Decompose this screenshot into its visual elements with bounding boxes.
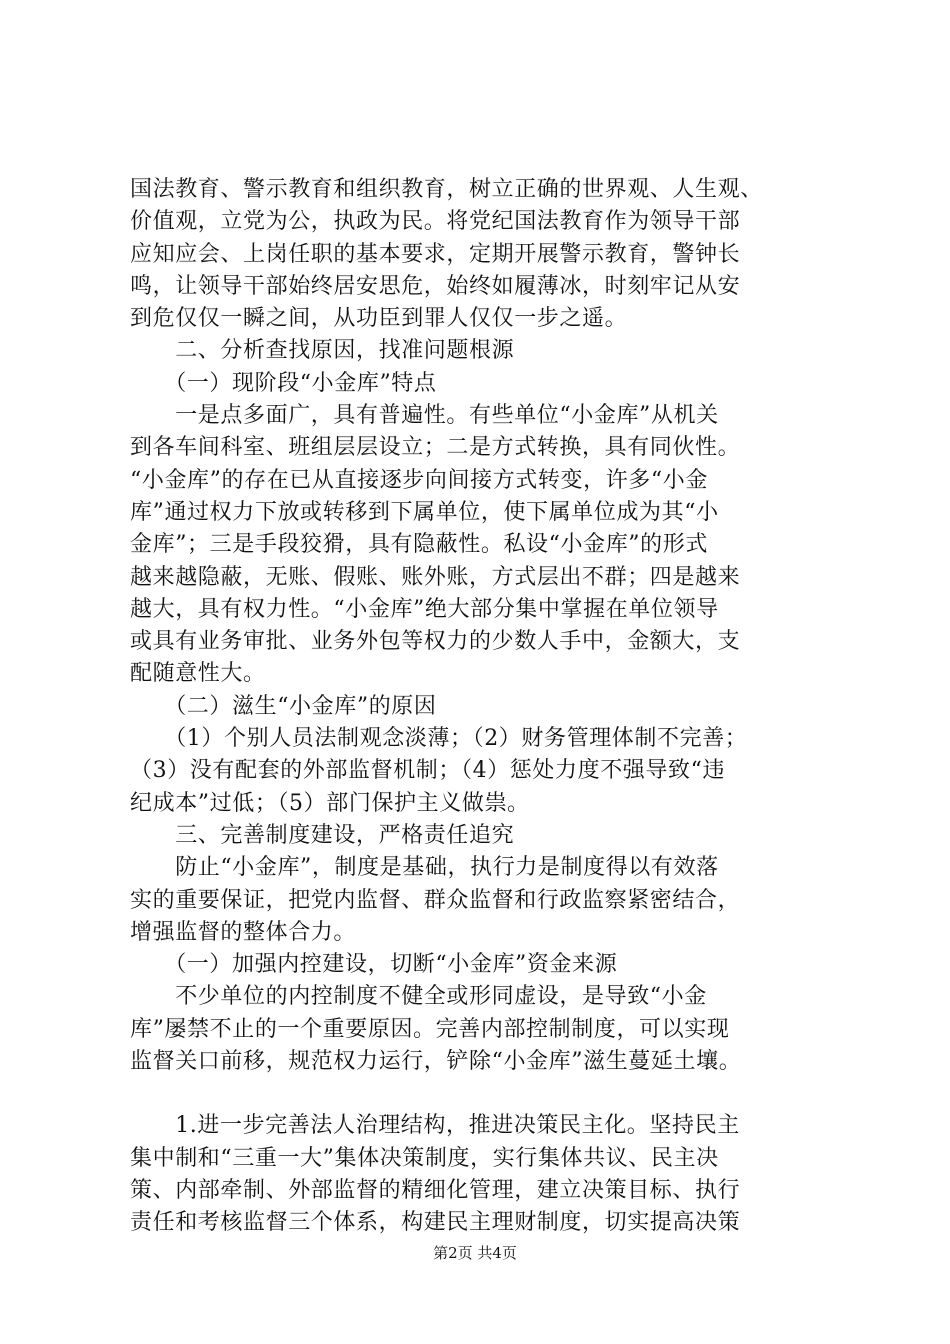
subsection-heading: （一）现阶段“小金库”特点	[130, 370, 437, 396]
text-line: 库”屡禁不止的一个重要原因。完善内部控制制度，可以实现	[130, 1016, 730, 1042]
text-line: 越大，具有权力性。“小金库”绝大部分集中掌握在单位领导	[130, 596, 719, 622]
text-line: “小金库”的存在已从直接逐步向间接方式转变，许多“小金	[130, 467, 708, 493]
text-line: 越来越隐蔽，无账、假账、账外账，方式层出不群；四是越来	[130, 564, 741, 590]
text-line: 金库”；三是手段狡猾，具有隐蔽性。私设“小金库”的形式	[130, 532, 708, 558]
document-body	[130, 174, 850, 1240]
text-line: 配随意性大。	[130, 661, 266, 687]
text-line: 监督关口前移，规范权力运行，铲除“小金库”滋生蔓延土壤。	[130, 1049, 742, 1075]
blank-line	[130, 1078, 850, 1110]
subsection-heading: （二）滋生“小金库”的原因	[130, 693, 437, 719]
text-line: 鸣，让领导干部始终居安思危，始终如履薄冰，时刻牢记从安	[130, 273, 741, 299]
text-line: 或具有业务审批、业务外包等权力的少数人手中，金额大，支	[130, 629, 741, 655]
text-line: 应知应会、上岗任职的基本要求，定期开展警示教育，警钟长	[130, 241, 741, 267]
text-line: 纪成本”过低；（5）部门保护主义做祟。	[130, 790, 530, 816]
text-line: 实的重要保证，把党内监督、群众监督和行政监察紧密结合，	[130, 887, 741, 913]
text-line: 国法教育、警示教育和组织教育，树立正确的世界观、人生观、	[130, 177, 763, 202]
text-line: 到各车间科室、班组层层设立；二是方式转换，具有同伙性。	[130, 435, 741, 461]
text-line: （3）没有配套的外部监督机制；（4）惩处力度不强导致“违	[130, 758, 726, 784]
page-number-footer: 第2页 共4页	[433, 1244, 517, 1262]
section-heading: 三、完善制度建设，严格责任追究	[130, 822, 515, 848]
text-line: 库”通过权力下放或转移到下属单位，使下属单位成为其“小	[130, 499, 719, 525]
text-line: 价值观，立党为公，执政为民。将党纪国法教育作为领导干部	[130, 209, 741, 235]
text-line: （1）个别人员法制观念淡薄；（2）财务管理体制不完善；	[130, 726, 748, 752]
text-line: 防止“小金库”，制度是基础，执行力是制度得以有效落	[130, 855, 719, 881]
text-line: 策、内部牵制、外部监督的精细化管理，建立决策目标、执行	[130, 1177, 741, 1203]
text-line: 不少单位的内控制度不健全或形同虚设，是导致“小金	[130, 984, 707, 1010]
text-line: 增强监督的整体合力。	[130, 919, 357, 945]
text-line: 责任和考核监督三个体系，构建民主理财制度，切实提高决策	[130, 1210, 741, 1236]
subsection-heading: （一）加强内控建设，切断“小金库”资金来源	[130, 952, 618, 978]
text-line: 一是点多面广，具有普遍性。有些单位“小金库”从机关	[130, 403, 719, 429]
section-heading: 二、分析查找原因，找准问题根源	[130, 338, 515, 364]
text-line: 集中制和“三重一大”集体决策制度，实行集体共议、民主决	[130, 1145, 719, 1171]
text-line: 到危仅仅一瞬之间，从功臣到罪人仅仅一步之遥。	[130, 306, 628, 332]
text-line: 1.进一步完善法人治理结构，推进决策民主化。坚持民主	[130, 1113, 740, 1139]
